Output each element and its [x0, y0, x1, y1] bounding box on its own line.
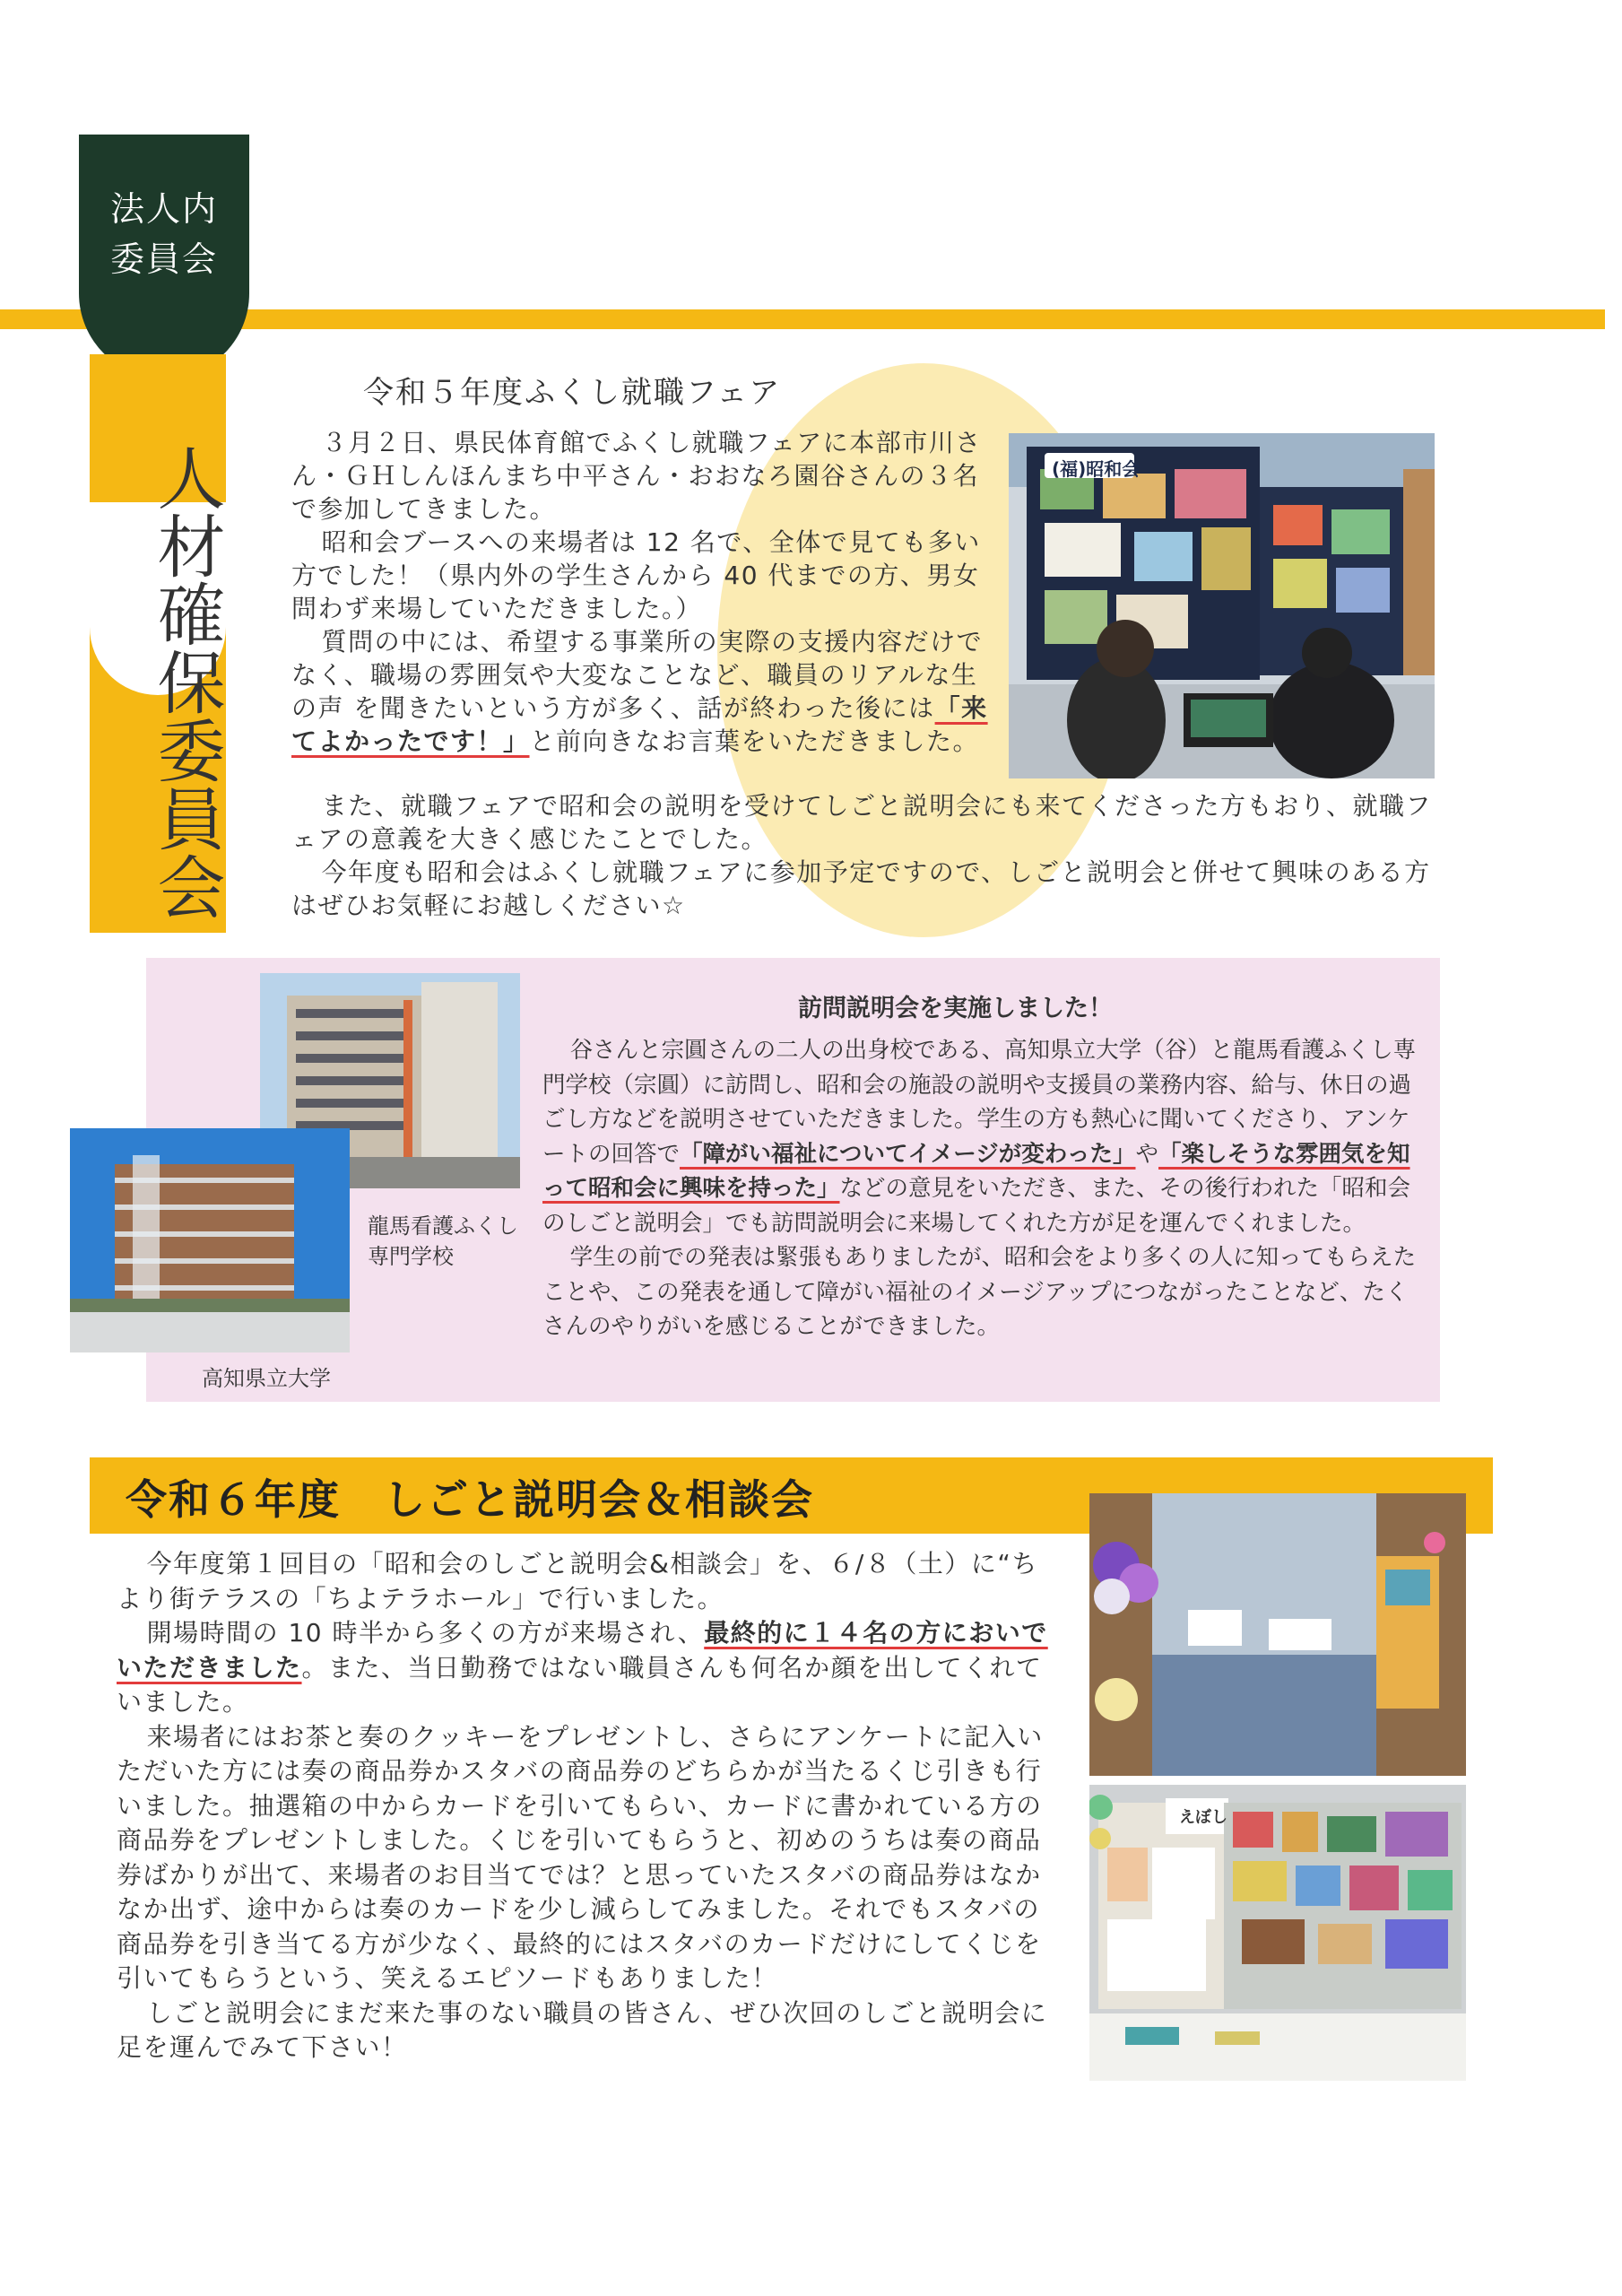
talk-title: 令和６年度 しごと説明会＆相談会: [126, 1475, 814, 1524]
fair-paragraph-2: 昭和会ブースへの来場者は 12 名で、全体で見ても多い方でした！（県内外の学生さんから 40 代までの方、男女問わず来場していただきました。）: [291, 527, 981, 623]
visit-paragraph-1: [542, 1033, 1426, 1240]
visit-title: 訪問説明会を実施しました！: [798, 995, 1113, 1022]
visit-text: [542, 1033, 1426, 1344]
visit-paragraph-2: 学生の前での発表は緊張もありましたが、昭和会をより多くの人に知ってもらえたことや、この発表を通して障がい福祉のイメージアップにつながったことなど、たくさんのやりがいを感じることができました。: [542, 1244, 1417, 1340]
booth-sign: (福)昭和会: [1052, 458, 1141, 480]
visit-p1-b: などの意見をいただき、また、その後行われた「昭和会のしごと説明会」でも訪問説明会に来場してくれた方が足を運んでくれました。: [542, 1175, 1410, 1237]
talk-p2-a: 開場時間の 10 時半から多くの方が来場され、: [146, 1618, 705, 1648]
category-tab-label: [79, 184, 249, 284]
display-board-photo: [1089, 1785, 1466, 2081]
hall-photo: [1089, 1493, 1466, 1776]
ryoma-caption-line-2: 専門学校: [368, 1244, 454, 1269]
category-line-1: 法人内: [109, 189, 218, 229]
talk-text: [117, 1547, 1058, 2066]
fair-title: 令和５年度ふくし就職フェア: [363, 375, 782, 411]
talk-paragraph-1: 今年度第１回目の「昭和会のしごと説明会&相談会」を、６/８（土）に“ちより街テラスの「ちよテラホール」で行いました。: [117, 1549, 1038, 1613]
kochi-caption: 高知県立大学: [202, 1366, 331, 1391]
ryoma-caption: [368, 1211, 518, 1272]
talk-paragraph-4: しごと説明会にまだ来た事のない職員の皆さん、ぜひ次回のしごと説明会に足を運んでみて下さい！: [117, 1997, 1048, 2062]
talk-paragraph-2: [117, 1616, 1058, 1720]
visit-highlight-1: 「障がい福祉についてイメージが変わった」: [680, 1140, 1136, 1168]
kochi-university-photo: [70, 1128, 350, 1352]
fair-text-left: [291, 426, 991, 758]
side-title: 人材確保委員会: [146, 443, 226, 920]
fair-paragraph-5: 今年度も昭和会はふくし就職フェアに参加予定ですので、しごと説明会と併せて興味のある方はぜひお気軽にお越しください☆: [291, 857, 1431, 920]
fair-paragraph-3-text: 質問の中には、希望する事業所の実際の支援内容だけでなく、職場の雰囲気や大変なことなど、職員のリアルな生の声 を聞きたいという方が多く、話が終わった後には: [291, 627, 984, 723]
fair-text-wide: [291, 789, 1457, 922]
visit-highlight-2: 「楽しそうな雰囲気を知って昭和会に興味を持った」: [542, 1140, 1410, 1202]
talk-paragraph-3: 来場者にはお茶と奏のクッキーをプレゼントし、さらにアンケートに記入いただいた方には奏の商品券かスタバの商品券のどちらかが当たるくじ引きも行いました。抽選箱の中からカードを引いてもらい、カードに書かれている方の商品券をプレゼントしました。くじを引いてもらうと、初めのうちは奏の商品券ばかりが出て、来場者のお目当てでは？と思っていたスタバの商品券はなかなか出ず、途中からは奏のカードを少し減らしてみました。それでもスタバの商品券を引き当てる方が少なく、最終的にはスタバのカードだけにしてくじを引いてもらうという、笑えるエピソードもありました！: [117, 1721, 1044, 1993]
visit-p1-a: 谷さんと宗圓さんの二人の出身校である、高知県立大学（谷）と龍馬看護ふくし専門学校（宗圓）に訪問し、昭和会の施設の説明や支援員の業務内容、給与、休日の過ごし方などを説明させていただきました。学生の方も熱心に聞いてくださり、アンケートの回答で: [542, 1037, 1417, 1168]
visit-p1-mid: や: [1135, 1140, 1159, 1168]
fair-quote-highlight: 「来てよかったです！」: [291, 693, 988, 756]
talk-p2-b: 。また、当日勤務ではない職員さんも何名か顔を出してくれていました。: [117, 1652, 1043, 1717]
fair-paragraph-3-end: と前向きなお言葉をいただきました。: [529, 726, 980, 756]
talk-highlight: 最終的に１４名の方においでいただきました: [117, 1618, 1048, 1683]
fair-paragraph-4: また、就職フェアで昭和会の説明を受けてしごと説明会にも来てくださった方もおり、就職フェアの意義を大きく感じたことでした。: [291, 791, 1433, 854]
fair-booth-photo: [1009, 433, 1435, 778]
fair-paragraph-3: [291, 625, 991, 758]
ryoma-caption-line-1: 龍馬看護ふくし: [368, 1213, 518, 1239]
poster-label: えぼし: [1179, 1808, 1227, 1827]
fair-paragraph-1: ３月２日、県民体育館でふくし就職フェアに本部市川さん・ＧＨしんほんまち中平さん・おおなろ園谷さんの３名で参加してきました。: [291, 428, 982, 524]
category-line-2: 委員会: [109, 239, 218, 279]
